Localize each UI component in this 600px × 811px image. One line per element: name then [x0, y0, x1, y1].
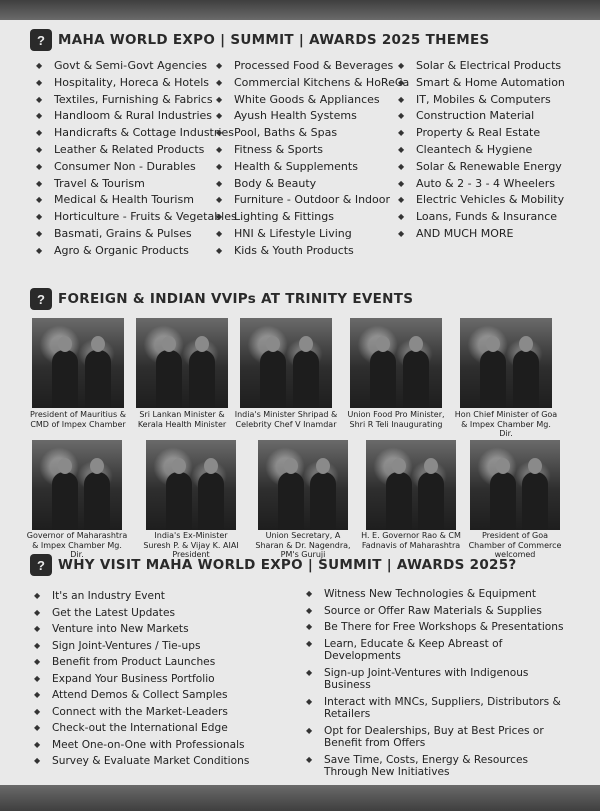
theme-item: ◆ AND MUCH MORE: [394, 226, 565, 243]
theme-item: ◆ Furniture - Outdoor & Indoor: [212, 192, 409, 209]
reason-item: ◆ Learn, Educate & Keep Abreast of Developments: [302, 638, 564, 663]
vvip-photo: [470, 440, 560, 530]
theme-item: ◆ Body & Beauty: [212, 176, 409, 193]
reason-item: ◆ It's an Industry Event: [30, 588, 249, 605]
theme-item: ◆ Govt & Semi-Govt Agencies: [32, 58, 237, 75]
themes-title: MAHA WORLD EXPO | SUMMIT | AWARDS 2025 THEMES: [58, 32, 490, 48]
theme-item: ◆ HNI & Lifestyle Living: [212, 226, 409, 243]
vvip-photo: [240, 318, 332, 408]
theme-item: ◆ Commercial Kitchens & HoReCa: [212, 75, 409, 92]
reason-item: ◆ Venture into New Markets: [30, 621, 249, 638]
theme-item: ◆ Solar & Electrical Products: [394, 58, 565, 75]
reason-item: ◆ Attend Demos & Collect Samples: [30, 687, 249, 704]
theme-item: ◆ Handicrafts & Cottage Industries: [32, 125, 237, 142]
reason-item: ◆ Connect with the Market-Leaders: [30, 704, 249, 721]
vvip-caption: President of Goa Chamber of Commerce welcomed: [468, 531, 562, 559]
why-right-list: [302, 588, 564, 783]
vvip-photo: [258, 440, 348, 530]
theme-item: ◆ Ayush Health Systems: [212, 108, 409, 125]
theme-item: ◆ Basmati, Grains & Pulses: [32, 226, 237, 243]
vvip-caption: Sri Lankan Minister & Kerala Health Minister: [137, 410, 227, 429]
reason-item: ◆ Interact with MNCs, Suppliers, Distributors & Retailers: [302, 696, 564, 721]
reason-item: ◆ Sign Joint-Ventures / Tie-ups: [30, 638, 249, 655]
vvip-photo: [350, 318, 442, 408]
theme-item: ◆ Agro & Organic Products: [32, 243, 237, 260]
mw-logo-icon: ?: [30, 554, 52, 576]
theme-item: ◆ IT, Mobiles & Computers: [394, 92, 565, 109]
themes-column-2: [212, 58, 409, 260]
vvip-photo: [366, 440, 456, 530]
bottom-band: [0, 785, 600, 811]
vvip-caption: President of Mauritius & CMD of Impex Chamber: [30, 410, 126, 429]
reason-item: ◆ Meet One-on-One with Professionals: [30, 737, 249, 754]
theme-item: ◆ Auto & 2 - 3 - 4 Wheelers: [394, 176, 565, 193]
vvip-photo: [460, 318, 552, 408]
theme-item: ◆ Construction Material: [394, 108, 565, 125]
top-band: [0, 0, 600, 20]
vvip-photo: [32, 318, 124, 408]
reason-item: ◆ Opt for Dealerships, Buy at Best Prices or Benefit from Offers: [302, 725, 564, 750]
reason-item: ◆ Be There for Free Workshops & Presentations: [302, 621, 564, 634]
vvip-photo: [136, 318, 228, 408]
theme-item: ◆ White Goods & Appliances: [212, 92, 409, 109]
theme-item: ◆ Solar & Renewable Energy: [394, 159, 565, 176]
reason-item: ◆ Check-out the International Edge: [30, 720, 249, 737]
theme-item: ◆ Processed Food & Beverages: [212, 58, 409, 75]
why-title: WHY VISIT MAHA WORLD EXPO | SUMMIT | AWARDS 2025?: [58, 557, 517, 573]
themes-column-3: [394, 58, 565, 243]
theme-item: ◆ Medical & Health Tourism: [32, 192, 237, 209]
reason-item: ◆ Sign-up Joint-Ventures with Indigenous Business: [302, 667, 564, 692]
vvip-caption: Union Secretary, A Sharan & Dr. Nagendra, PM's Guruji: [255, 531, 351, 559]
themes-heading: [30, 28, 490, 52]
reason-item: ◆ Survey & Evaluate Market Conditions: [30, 753, 249, 770]
theme-item: ◆ Cleantech & Hygiene: [394, 142, 565, 159]
theme-item: ◆ Hospitality, Horeca & Hotels: [32, 75, 237, 92]
mw-logo-icon: ?: [30, 288, 52, 310]
theme-item: ◆ Travel & Tourism: [32, 176, 237, 193]
vvip-caption: Union Food Pro Minister, Shri R Teli Inaugurating: [347, 410, 445, 429]
vvip-caption: India's Minister Shripad & Celebrity Chef V Inamdar: [234, 410, 338, 429]
reason-item: ◆ Expand Your Business Portfolio: [30, 671, 249, 688]
mw-logo-icon: ?: [30, 29, 52, 51]
theme-item: ◆ Consumer Non - Durables: [32, 159, 237, 176]
reason-item: ◆ Witness New Technologies & Equipment: [302, 588, 564, 601]
theme-item: ◆ Electric Vehicles & Mobility: [394, 192, 565, 209]
theme-item: ◆ Health & Supplements: [212, 159, 409, 176]
vvips-title: FOREIGN & INDIAN VVIPs AT TRINITY EVENTS: [58, 291, 414, 307]
vvip-caption: Hon Chief Minister of Goa & Impex Chamber Mg. Dir.: [454, 410, 558, 438]
reason-item: ◆ Source or Offer Raw Materials & Supplies: [302, 605, 564, 618]
why-heading: [30, 553, 517, 577]
vvip-caption: H. E. Governor Rao & CM Fadnavis of Maharashtra: [361, 531, 461, 550]
theme-item: ◆ Kids & Youth Products: [212, 243, 409, 260]
vvip-caption: India's Ex-Minister Suresh P. & Vijay K. AIAI President: [143, 531, 239, 559]
theme-item: ◆ Handloom & Rural Industries: [32, 108, 237, 125]
theme-item: ◆ Lighting & Fittings: [212, 209, 409, 226]
vvips-heading: [30, 287, 413, 311]
theme-item: ◆ Horticulture - Fruits & Vegetables: [32, 209, 237, 226]
theme-item: ◆ Leather & Related Products: [32, 142, 237, 159]
reason-item: ◆ Benefit from Product Launches: [30, 654, 249, 671]
theme-item: ◆ Textiles, Furnishing & Fabrics: [32, 92, 237, 109]
theme-item: ◆ Property & Real Estate: [394, 125, 565, 142]
theme-item: ◆ Fitness & Sports: [212, 142, 409, 159]
reason-item: ◆ Save Time, Costs, Energy & Resources Through New Initiatives: [302, 754, 564, 779]
theme-item: ◆ Smart & Home Automation: [394, 75, 565, 92]
themes-column-1: [32, 58, 237, 260]
theme-item: ◆ Pool, Baths & Spas: [212, 125, 409, 142]
vvip-caption: Governor of Maharashtra & Impex Chamber Mg. Dir.: [26, 531, 128, 559]
reason-item: ◆ Get the Latest Updates: [30, 605, 249, 622]
why-left-list: [30, 588, 249, 770]
vvip-photo: [146, 440, 236, 530]
theme-item: ◆ Loans, Funds & Insurance: [394, 209, 565, 226]
vvip-photo: [32, 440, 122, 530]
